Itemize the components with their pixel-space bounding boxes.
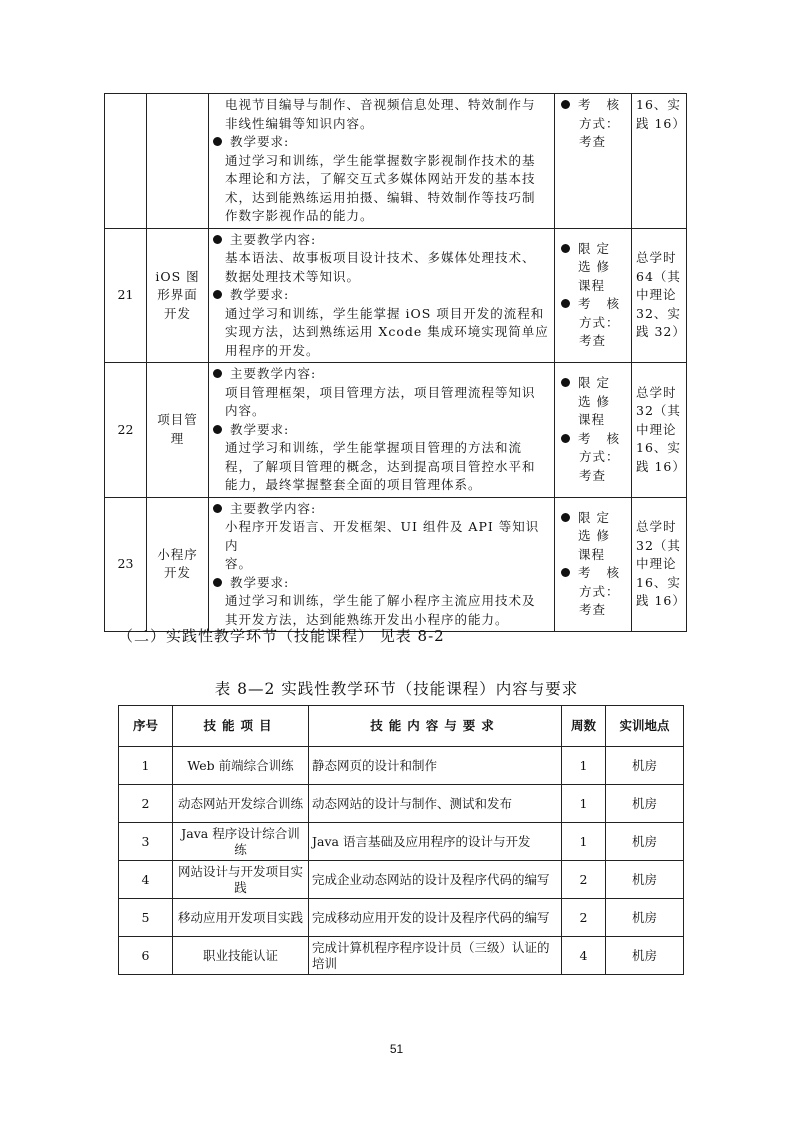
course-content: 主要教学内容: 项目管理框架，项目管理方法，项目管理流程等知识 内容。 教学要求: 通过学习和训练，学生能掌握项目管理的方法和流 程，了解项目管理的概念，达到提高项目管控水平和 能力，最终掌握整套全面的项目管理体系。 xyxy=(209,363,555,498)
table-row xyxy=(105,497,687,632)
course-name: iOS 图形界面开发 xyxy=(147,228,209,363)
row-no: 4 xyxy=(119,861,173,899)
row-content: 完成企业动态网站的设计及程序代码的编写 xyxy=(309,861,562,899)
row-item: 移动应用开发项目实践 xyxy=(173,899,309,937)
row-item: 职业技能认证 xyxy=(173,937,309,975)
bullet-icon xyxy=(213,290,222,299)
row-place: 机房 xyxy=(606,899,684,937)
row-content: 动态网站的设计与制作、测试和发布 xyxy=(309,785,562,823)
row-content: 静态网页的设计和制作 xyxy=(309,747,562,785)
course-type: 考 核 方式：考查 xyxy=(555,94,632,229)
table-row xyxy=(119,747,684,785)
row-item: 网站设计与开发项目实践 xyxy=(173,861,309,899)
page-number: 51 xyxy=(389,1042,404,1056)
row-place: 机房 xyxy=(606,937,684,975)
course-table xyxy=(104,93,687,632)
course-hours: 总学时 64（其 中理论 32、实 践 32） xyxy=(632,228,687,363)
bullet-icon xyxy=(561,378,570,387)
bullet-icon xyxy=(213,137,222,146)
course-hours: 总学时 32（其 中理论 16、实 践 16） xyxy=(632,497,687,632)
course-type: 限 定 选 修 课程 考 核 方式：考查 xyxy=(555,363,632,498)
bullet-icon xyxy=(561,568,570,577)
table-row xyxy=(105,228,687,363)
bullet-icon xyxy=(561,244,570,253)
practice-table xyxy=(118,705,684,975)
row-no: 3 xyxy=(119,823,173,861)
bullet-icon xyxy=(213,369,222,378)
bullet-icon xyxy=(213,504,222,513)
course-name xyxy=(147,94,209,229)
bullet-icon xyxy=(561,513,570,522)
course-name: 项目管理 xyxy=(147,363,209,498)
course-number: 23 xyxy=(105,497,147,632)
header-no: 序号 xyxy=(119,706,173,747)
row-content: 完成计算机程序程序设计员（三级）认证的培训 xyxy=(309,937,562,975)
row-place: 机房 xyxy=(606,747,684,785)
row-place: 机房 xyxy=(606,823,684,861)
row-content: Java 语言基础及应用程序的设计与开发 xyxy=(309,823,562,861)
row-weeks: 4 xyxy=(562,937,606,975)
course-hours: 总学时 32（其 中理论 16、实 践 16） xyxy=(632,363,687,498)
row-weeks: 1 xyxy=(562,785,606,823)
row-place: 机房 xyxy=(606,785,684,823)
table-row xyxy=(119,861,684,899)
course-number: 22 xyxy=(105,363,147,498)
row-item: Web 前端综合训练 xyxy=(173,747,309,785)
course-number xyxy=(105,94,147,229)
table-row xyxy=(119,937,684,975)
bullet-icon xyxy=(213,235,222,244)
table-row xyxy=(119,785,684,823)
row-item: 动态网站开发综合训练 xyxy=(173,785,309,823)
table-caption: 表 8—2 实践性教学环节（技能课程）内容与要求 xyxy=(214,680,579,698)
row-place: 机房 xyxy=(606,861,684,899)
table-row xyxy=(105,94,687,229)
course-content: 主要教学内容: 基本语法、故事板项目设计技术、多媒体处理技术、 数据处理技术等知识。 教学要求: 通过学习和训练，学生能掌握 iOS 项目开发的流程和 实现方法，达到熟练运用 Xcode 集成环境实现简单应 用程序的开发。 xyxy=(209,228,555,363)
row-weeks: 2 xyxy=(562,861,606,899)
table-header-row xyxy=(119,706,684,747)
row-no: 2 xyxy=(119,785,173,823)
course-hours: 16、实 践 16） xyxy=(632,94,687,229)
row-no: 5 xyxy=(119,899,173,937)
row-weeks: 1 xyxy=(562,747,606,785)
header-item: 技能项目 xyxy=(173,706,309,747)
course-type: 限 定 选 修 课程 考 核 方式：考查 xyxy=(555,497,632,632)
section-heading: （二）实践性教学环节（技能课程） 见表 8-2 xyxy=(118,627,445,645)
bullet-icon xyxy=(561,299,570,308)
course-number: 21 xyxy=(105,228,147,363)
row-weeks: 1 xyxy=(562,823,606,861)
header-place: 实训地点 xyxy=(606,706,684,747)
course-type: 限 定 选 修 课程 考 核 方式：考查 xyxy=(555,228,632,363)
bullet-icon xyxy=(561,100,570,109)
row-weeks: 2 xyxy=(562,899,606,937)
course-content: 主要教学内容: 小程序开发语言、开发框架、UI 组件及 API 等知识内 容。 教学要求: 通过学习和训练，学生能了解小程序主流应用技术及 其开发方法，达到能熟练开发出小程序的能力。 xyxy=(209,497,555,632)
course-name: 小程序开发 xyxy=(147,497,209,632)
bullet-icon xyxy=(213,425,222,434)
bullet-icon xyxy=(561,434,570,443)
row-item: Java 程序设计综合训练 xyxy=(173,823,309,861)
table-row xyxy=(105,363,687,498)
row-no: 1 xyxy=(119,747,173,785)
course-content: 电视节目编导与制作、音视频信息处理、特效制作与 非线性编辑等知识内容。 教学要求: 通过学习和训练，学生能掌握数字影视制作技术的基 本理论和方法，了解交互式多媒体网站开发的基本技 术，达到能熟练运用拍摄、编辑、特效制作等技巧制 作数字影视作品的能力。 xyxy=(209,94,555,229)
header-weeks: 周数 xyxy=(562,706,606,747)
table-row xyxy=(119,823,684,861)
row-no: 6 xyxy=(119,937,173,975)
header-content: 技能内容与要求 xyxy=(309,706,562,747)
row-content: 完成移动应用开发的设计及程序代码的编写 xyxy=(309,899,562,937)
table-row xyxy=(119,899,684,937)
bullet-icon xyxy=(213,578,222,587)
